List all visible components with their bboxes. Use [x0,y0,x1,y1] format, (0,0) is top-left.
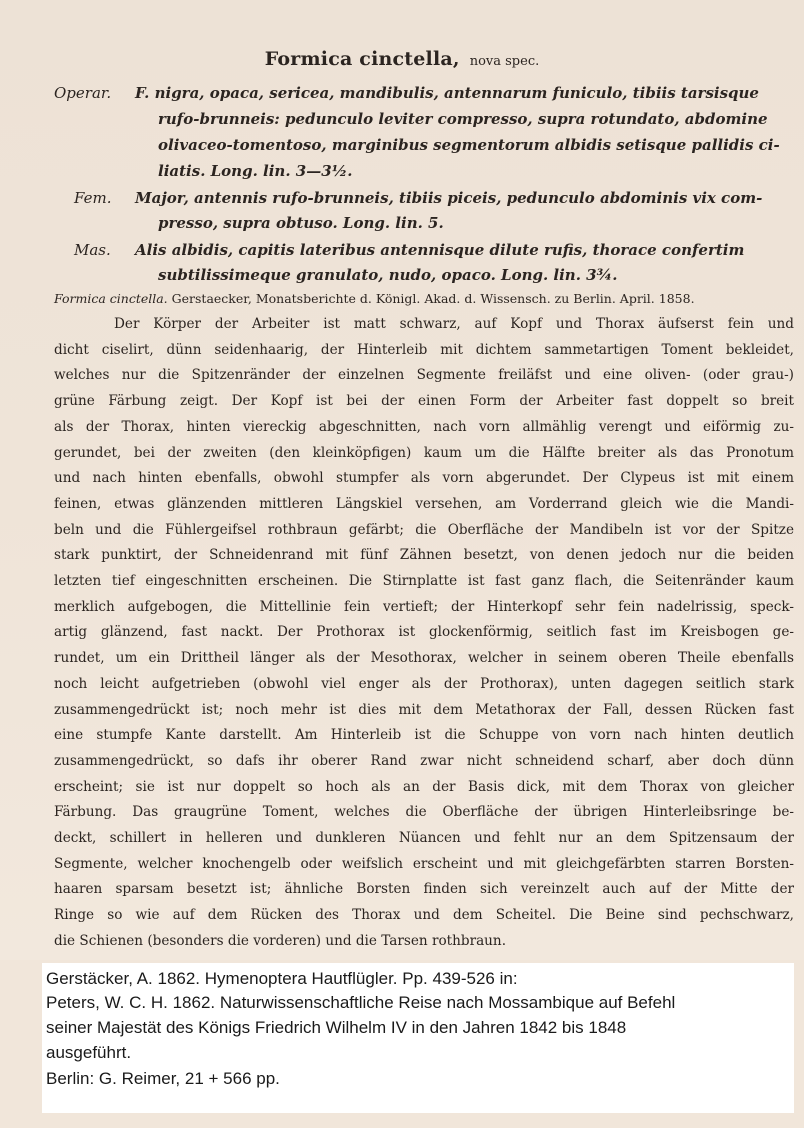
description-line: zusammengedrückt, so dafs ihr oberer Rand zwar nicht schneidend scharf, aber doch dünn [54,752,794,769]
diagnosis-line: Major, antennis rufo-brunneis, tibiis piceis, pedunculo abdominis vix com- [135,189,763,207]
diagnosis-line: olivaceo-tomentoso, marginibus segmentorum albidis setisque pallidis ci- [158,136,780,154]
description-line: feinen, etwas glänzenden mittleren Längskiel versehen, am Vorderrand gleich wie die Mandi- [54,495,794,512]
species-name: Formica cinctella, [264,48,460,70]
citation-box [42,963,794,1113]
citation-line: ausgeführt. [46,1043,132,1062]
citation-line: Peters, W. C. H. 1862. Naturwissenschaftliche Reise nach Mossambique auf Befehl [46,993,676,1012]
synonym-reference [54,291,794,306]
description-line: gerundet, bei der zweiten (den kleinköpfigen) kaum um die Hälfte breiter als das Pronotum [54,444,794,461]
description-line: noch leicht aufgetrieben (obwohl viel enger als der Prothorax), unten dagegen seitlich stark [54,675,794,692]
description-line: die Schienen (besonders die vorderen) und die Tarsen rothbraun. [54,932,507,949]
description-line: welches nur die Spitzenränder der einzelnen Segmente freiläfst und eine oliven- (oder grau-) [54,367,794,384]
description-line: letzten tief eingeschnitten erscheinen. Die Stirnplatte ist fast ganz flach, die Seitenränder kaum [54,573,794,589]
diagnosis-line: Alis albidis, capitis lateribus antennisque dilute rufis, thorace confertim [135,241,745,259]
description-line: deckt, schillert in helleren und dunkleren Nüancen und fehlt nur an dem Spitzensaum der [54,830,794,846]
description-line: haaren sparsam besetzt ist; ähnliche Borsten finden sich vereinzelt auch auf der Mitte der [54,881,794,898]
diagnosis-line: presso, supra obtuso. Long. lin. 5. [158,214,444,232]
description-line: stark punktirt, der Schneidenrand mit fünf Zähnen besetzt, von denen jedoch nur die beiden [54,547,794,564]
description-line: artig glänzend, fast nackt. Der Prothorax ist glockenförmig, seitlich fast im Kreisbogen ge- [54,624,794,641]
species-title [0,46,804,70]
description-line: rundet, um ein Drittheil länger als der Mesothorax, welcher in seinem oberen Theile ebenfalls [54,650,794,667]
description-line: Der Körper der Arbeiter ist matt schwarz, auf Kopf und Thorax äufserst fein und [114,316,794,332]
diagnosis-line: rufo-brunneis: pedunculo leviter compresso, supra rotundato, abdomine [158,110,768,128]
description-line: Segmente, welcher knochengelb oder weifslich erscheint und mit gleichgefärbten starren Borsten- [54,855,794,872]
description-line: erscheint; sie ist nur doppelt so hoch als an der Basis dick, mit dem Thorax von gleicher [54,778,794,795]
diagnosis-label: Mas. [74,241,111,259]
diagnosis-line: F. nigra, opaca, sericea, mandibulis, antennarum funiculo, tibiis tarsisque [135,84,759,102]
diagnosis-label: Fem. [74,189,112,207]
diagnosis-label: Operar. [54,84,112,102]
description-line: zusammengedrückt ist; noch mehr ist dies mit dem Metathorax der Fall, dessen Rücken fast [54,701,794,718]
diagnosis-line: subtilissimeque granulato, nudo, opaco. Long. lin. 3¾. [158,266,618,284]
description-line: dicht ciselirt, dünn seidenhaarig, der Hinterleib mit dichtem sammetartigen Toment bekleidet, [54,341,794,358]
description-line: eine stumpfe Kante darstellt. Am Hinterleib ist die Schuppe von vorn nach hinten deutlich [54,727,794,744]
reference-text: Gerstaecker, Monatsberichte d. Königl. Akad. d. Wissensch. zu Berlin. April. 1858. [171,291,695,306]
description-line: als der Thorax, hinten viereckig abgeschnitten, nach vorn allmählig verengt und eiförmig zu- [54,418,794,435]
reference-species: Formica cinctella. [54,291,168,306]
citation-line: Berlin: G. Reimer, 21 + 566 pp. [46,1069,280,1088]
description-line: grüne Färbung zeigt. Der Kopf ist bei der einen Form der Arbeiter fast doppelt so breit [54,393,794,410]
description-line: merklich aufgebogen, die Mittellinie fein vertieft; der Hinterkopf sehr fein nadelrissig, speck- [54,598,794,615]
description-line: Färbung. Das graugrüne Toment, welches die Oberfläche der übrigen Hinterleibsringe be- [54,804,794,821]
citation-line: seiner Majestät des Königs Friedrich Wilhelm IV in den Jahren 1842 bis 1848 [46,1018,627,1037]
description-line: und nach hinten ebenfalls, obwohl stumpfer als vorn abgerundet. Der Clypeus ist mit einem [54,470,794,487]
citation-line: Gerstäcker, A. 1862. Hymenoptera Hautflügler. Pp. 439-526 in: [46,969,518,988]
description-line: Ringe so wie auf dem Rücken des Thorax und dem Scheitel. Die Beine sind pechschwarz, [54,907,794,924]
diagnosis-line: liatis. Long. lin. 3—3½. [158,162,353,180]
nova-spec-label: nova spec. [469,54,540,69]
description-line: beln und die Fühlergeifsel rothbraun gefärbt; die Oberfläche der Mandibeln ist vor der Spitze [54,521,794,538]
